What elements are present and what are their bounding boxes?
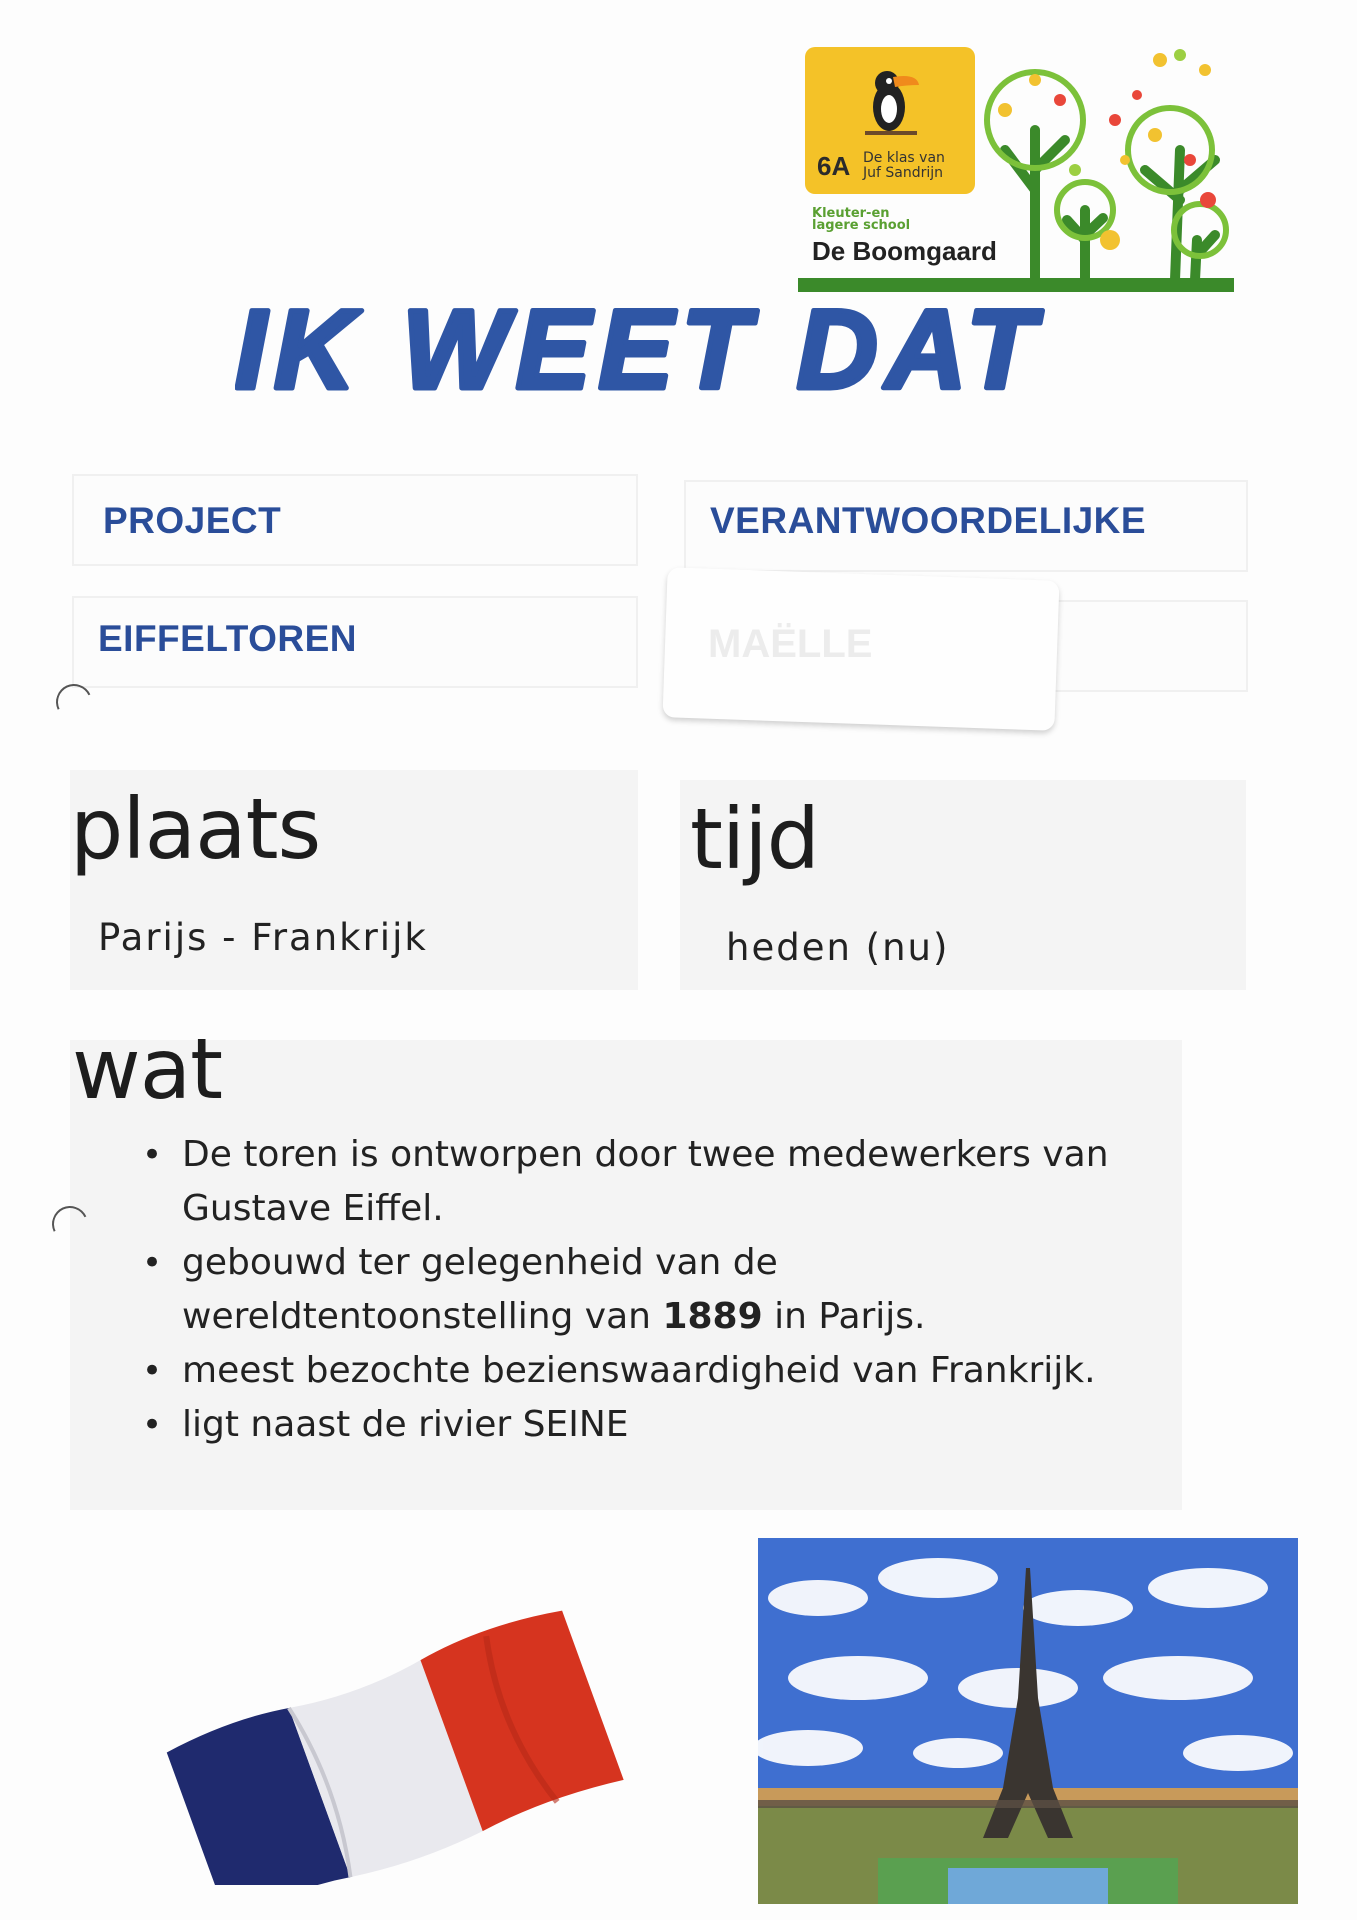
- list-item: • gebouwd ter gelegenheid van de wereldtentoonstelling van 1889 in Parijs.: [130, 1236, 1170, 1344]
- list-item: • meest bezochte bezienswaardigheid van Frankrijk.: [130, 1344, 1170, 1398]
- list-item: • De toren is ontworpen door twee medewerkers van Gustave Eiffel.: [130, 1128, 1170, 1236]
- responsible-label: VERANTWOORDELIJKE: [710, 500, 1147, 541]
- page-title: [235, 290, 1095, 420]
- french-flag-image: [156, 1595, 626, 1885]
- project-value: EIFFELTOREN: [98, 618, 358, 659]
- wat-heading: wat: [72, 1020, 223, 1118]
- wat-list: [130, 1128, 1170, 1452]
- project-label: PROJECT: [103, 500, 282, 541]
- eiffel-tower-photo: [758, 1538, 1298, 1904]
- plaats-heading: plaats: [70, 780, 321, 878]
- tijd-heading: tijd: [690, 790, 819, 888]
- school-name: De Boomgaard: [812, 236, 997, 266]
- trees-icon: [975, 40, 1245, 290]
- plaats-value: Parijs - Frankrijk: [98, 916, 428, 959]
- responsible-value: MAËLLE: [708, 622, 873, 666]
- school-subtitle: Kleuter-en lagere school: [812, 206, 911, 233]
- toucan-icon: [861, 55, 921, 155]
- class-name: De klas van Juf Sandrijn: [863, 150, 945, 181]
- class-badge: [805, 47, 975, 194]
- list-item: • ligt naast de rivier SEINE: [130, 1398, 1170, 1452]
- svg-text:IK WEET DAT: IK WEET DAT: [235, 290, 1043, 412]
- tijd-value: heden (nu): [726, 926, 950, 969]
- class-number: 6A: [817, 151, 851, 181]
